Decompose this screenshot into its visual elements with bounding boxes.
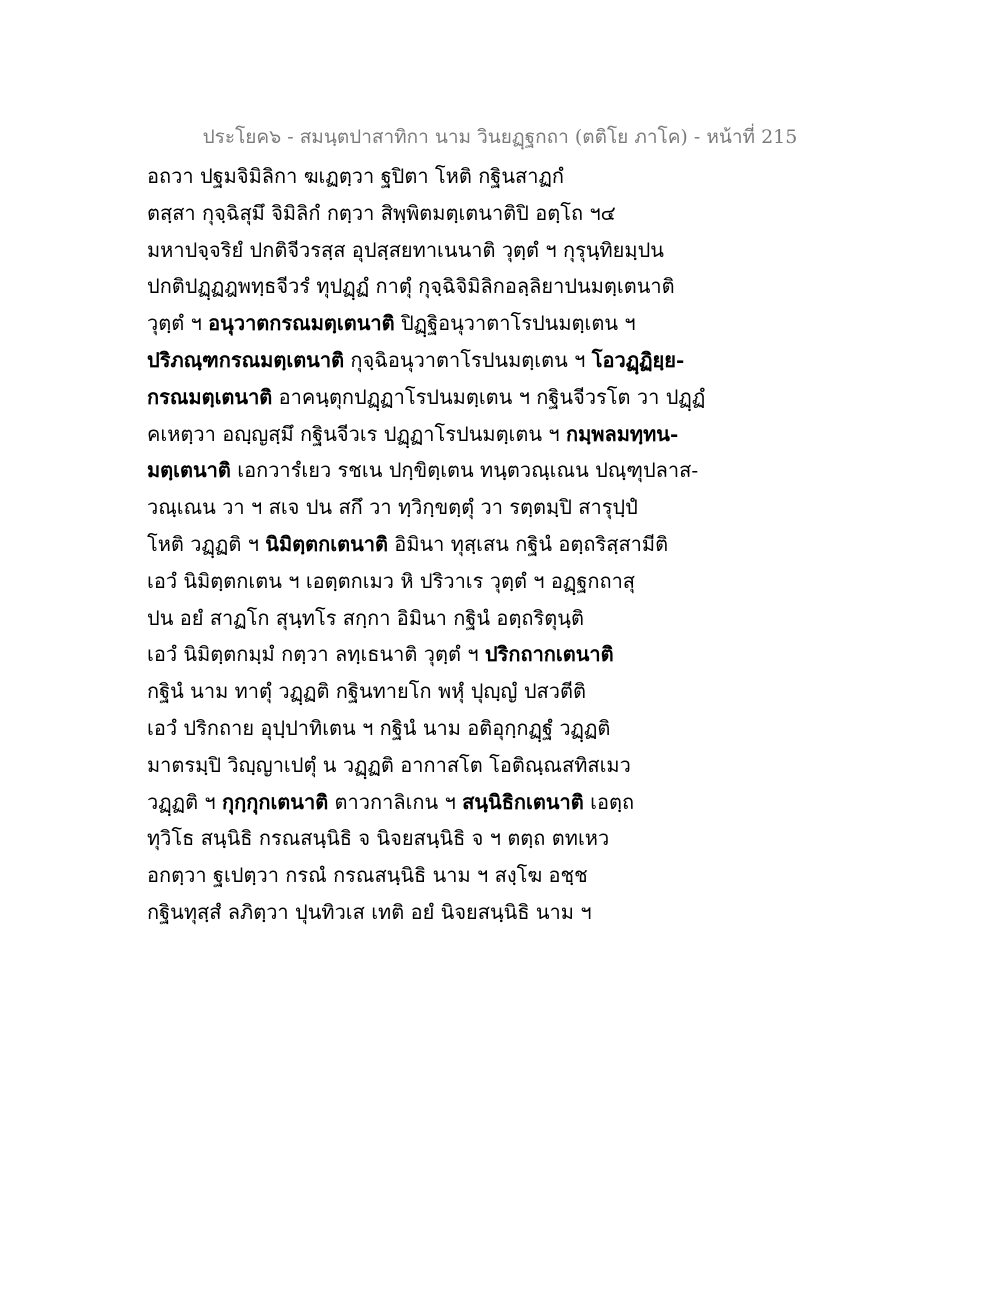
text-segment: ตาวกาลิเกน ฯ xyxy=(328,789,463,814)
text-line xyxy=(147,416,707,453)
text-segment: กฐินํ นาม ทาตุํ วฏฺฏติ กฐินทายโก พหุํ ปุญฺญํ ปสวตีติ xyxy=(147,679,586,704)
text-line xyxy=(147,452,707,489)
text-segment: มาตรมฺปิ วิญฺญาเปตุํ น วฏฺฏติ อากาสโต โอติณฺณสทิสเมว xyxy=(147,752,631,777)
text-line xyxy=(147,600,707,637)
bold-term: นิมิตฺตกเตนาติ xyxy=(265,531,388,556)
bold-term: อนุวาตกรณมตฺเตนาติ xyxy=(208,311,395,336)
text-segment: ทุวิโธ สนฺนิธิ กรณสนฺนิธิ จ นิจยสนฺนิธิ จ ฯ ตตฺถ ตทเหว xyxy=(147,826,610,851)
text-segment: อกตฺวา ฐเปตฺวา กรณํ กรณสนฺนิธิ นาม ฯ สงฺโฆ อชฺช xyxy=(147,863,588,888)
text-line xyxy=(147,710,707,747)
bold-term: กรณมตฺเตนาติ xyxy=(147,384,273,409)
text-segment: เอกวารํเยว รชเน ปกฺขิตฺเตน ทนฺตวณฺเณน ปณฺฑุปลาส- xyxy=(230,458,699,483)
bold-term: ปริภณฺฑกรณมตฺเตนาติ xyxy=(147,347,345,372)
bold-term: กมฺพลมทฺทน- xyxy=(566,421,679,446)
body-text xyxy=(147,158,707,931)
text-line xyxy=(147,820,707,857)
text-segment: ปิฏฺฐิอนุวาตาโรปนมตฺเตน ฯ xyxy=(394,311,636,336)
text-segment: เอวํ ปริกถาย อุปฺปาทิเตน ฯ กฐินํ นาม อติอุกฺกฏฺฐํ วฏฺฏติ xyxy=(147,715,611,740)
bold-term: สนฺนิธิกเตนาติ xyxy=(462,789,584,814)
text-segment: มหาปจฺจริยํ ปกติจีวรสฺส อุปสฺสยทาเนนาติ วุตฺตํ ฯ กุรุนฺทิยมฺปน xyxy=(147,237,664,262)
text-line xyxy=(147,857,707,894)
text-line xyxy=(147,268,707,305)
page-header: ประโยค๖ - สมนฺตปาสาทิกา นาม วินยฏฺฐกถา (ตติโย ภาโค) - หน้าที่ 215 xyxy=(202,126,798,148)
text-segment: เอวํ นิมิตฺตกเตน ฯ เอตฺตกเมว หิ ปริวาเร วุตฺตํ ฯ อฏฺฐกถาสุ xyxy=(147,568,636,593)
text-segment: กุจฺฉิอนุวาตาโรปนมตฺเตน ฯ xyxy=(344,347,592,372)
text-line xyxy=(147,489,707,526)
text-segment: คเหตฺวา อญฺญสฺมึ กฐินจีวเร ปฏฺฏาโรปนมตฺเตน ฯ xyxy=(147,421,566,446)
text-line xyxy=(147,305,707,342)
text-segment: ปน อยํ สาฏโก สุนฺทโร สกฺกา อิมินา กฐินํ อตฺถริตุนฺติ xyxy=(147,605,584,630)
text-segment: ตสฺสา กุจฺฉิสุมึ จิมิลิกํ กตฺวา สิพฺพิตมตฺเตนาติปิ อตฺโถ ฯ๔ xyxy=(147,200,616,225)
text-segment: โหติ วฏฺฏติ ฯ xyxy=(147,531,266,556)
bold-term: มตฺเตนาติ xyxy=(147,458,231,483)
text-segment: เอตฺถ xyxy=(583,789,635,814)
text-segment: วณฺเณน วา ฯ สเจ ปน สกึ วา ทฺวิกฺขตฺตุํ วา รตฺตมฺปิ สารุปฺปํ xyxy=(147,495,638,520)
text-line xyxy=(147,784,707,821)
bold-term: กุกฺกุกเตนาติ xyxy=(222,789,329,814)
text-line xyxy=(147,673,707,710)
text-segment: วุตฺตํ ฯ xyxy=(147,311,209,336)
bold-term: โอวฏฺฏิยฺย- xyxy=(591,347,685,372)
text-segment: อาคนฺตุกปฏฺฏาโรปนมตฺเตน ฯ กฐินจีวรโต วา ปฏฺฏํ xyxy=(272,384,706,409)
text-line xyxy=(147,379,707,416)
text-line xyxy=(147,636,707,673)
text-segment: อิมินา ทุสฺเสน กฐินํ อตฺถริสฺสามีติ xyxy=(387,531,669,556)
text-line xyxy=(147,342,707,379)
text-line xyxy=(147,526,707,563)
text-line xyxy=(147,747,707,784)
text-line xyxy=(147,232,707,269)
text-segment: กฐินทุสฺสํ ลภิตฺวา ปุนทิวเส เทติ อยํ นิจยสนฺนิธิ นาม ฯ xyxy=(147,899,592,924)
text-line xyxy=(147,894,707,931)
text-segment: ปกติปฏฺฏฎพทฺธจีวรํ ทุปฏฺฏํ กาตุํ กุจฺฉิจิมิลิกอลฺลิยาปนมตฺเตนาติ xyxy=(147,274,675,299)
text-segment: เอวํ นิมิตฺตกมฺมํ กตฺวา ลทฺเธนาติ วุตฺตํ ฯ xyxy=(147,642,485,667)
text-line xyxy=(147,563,707,600)
text-line xyxy=(147,158,707,195)
text-segment: วฏฺฏติ ฯ xyxy=(147,789,223,814)
text-line xyxy=(147,195,707,232)
text-segment: อถวา ปฐมจิมิลิกา ฆเฏตฺวา ฐปิตา โหติ กฐินสาฏกํ xyxy=(147,164,564,188)
bold-term: ปริกถากเตนาติ xyxy=(484,642,614,667)
